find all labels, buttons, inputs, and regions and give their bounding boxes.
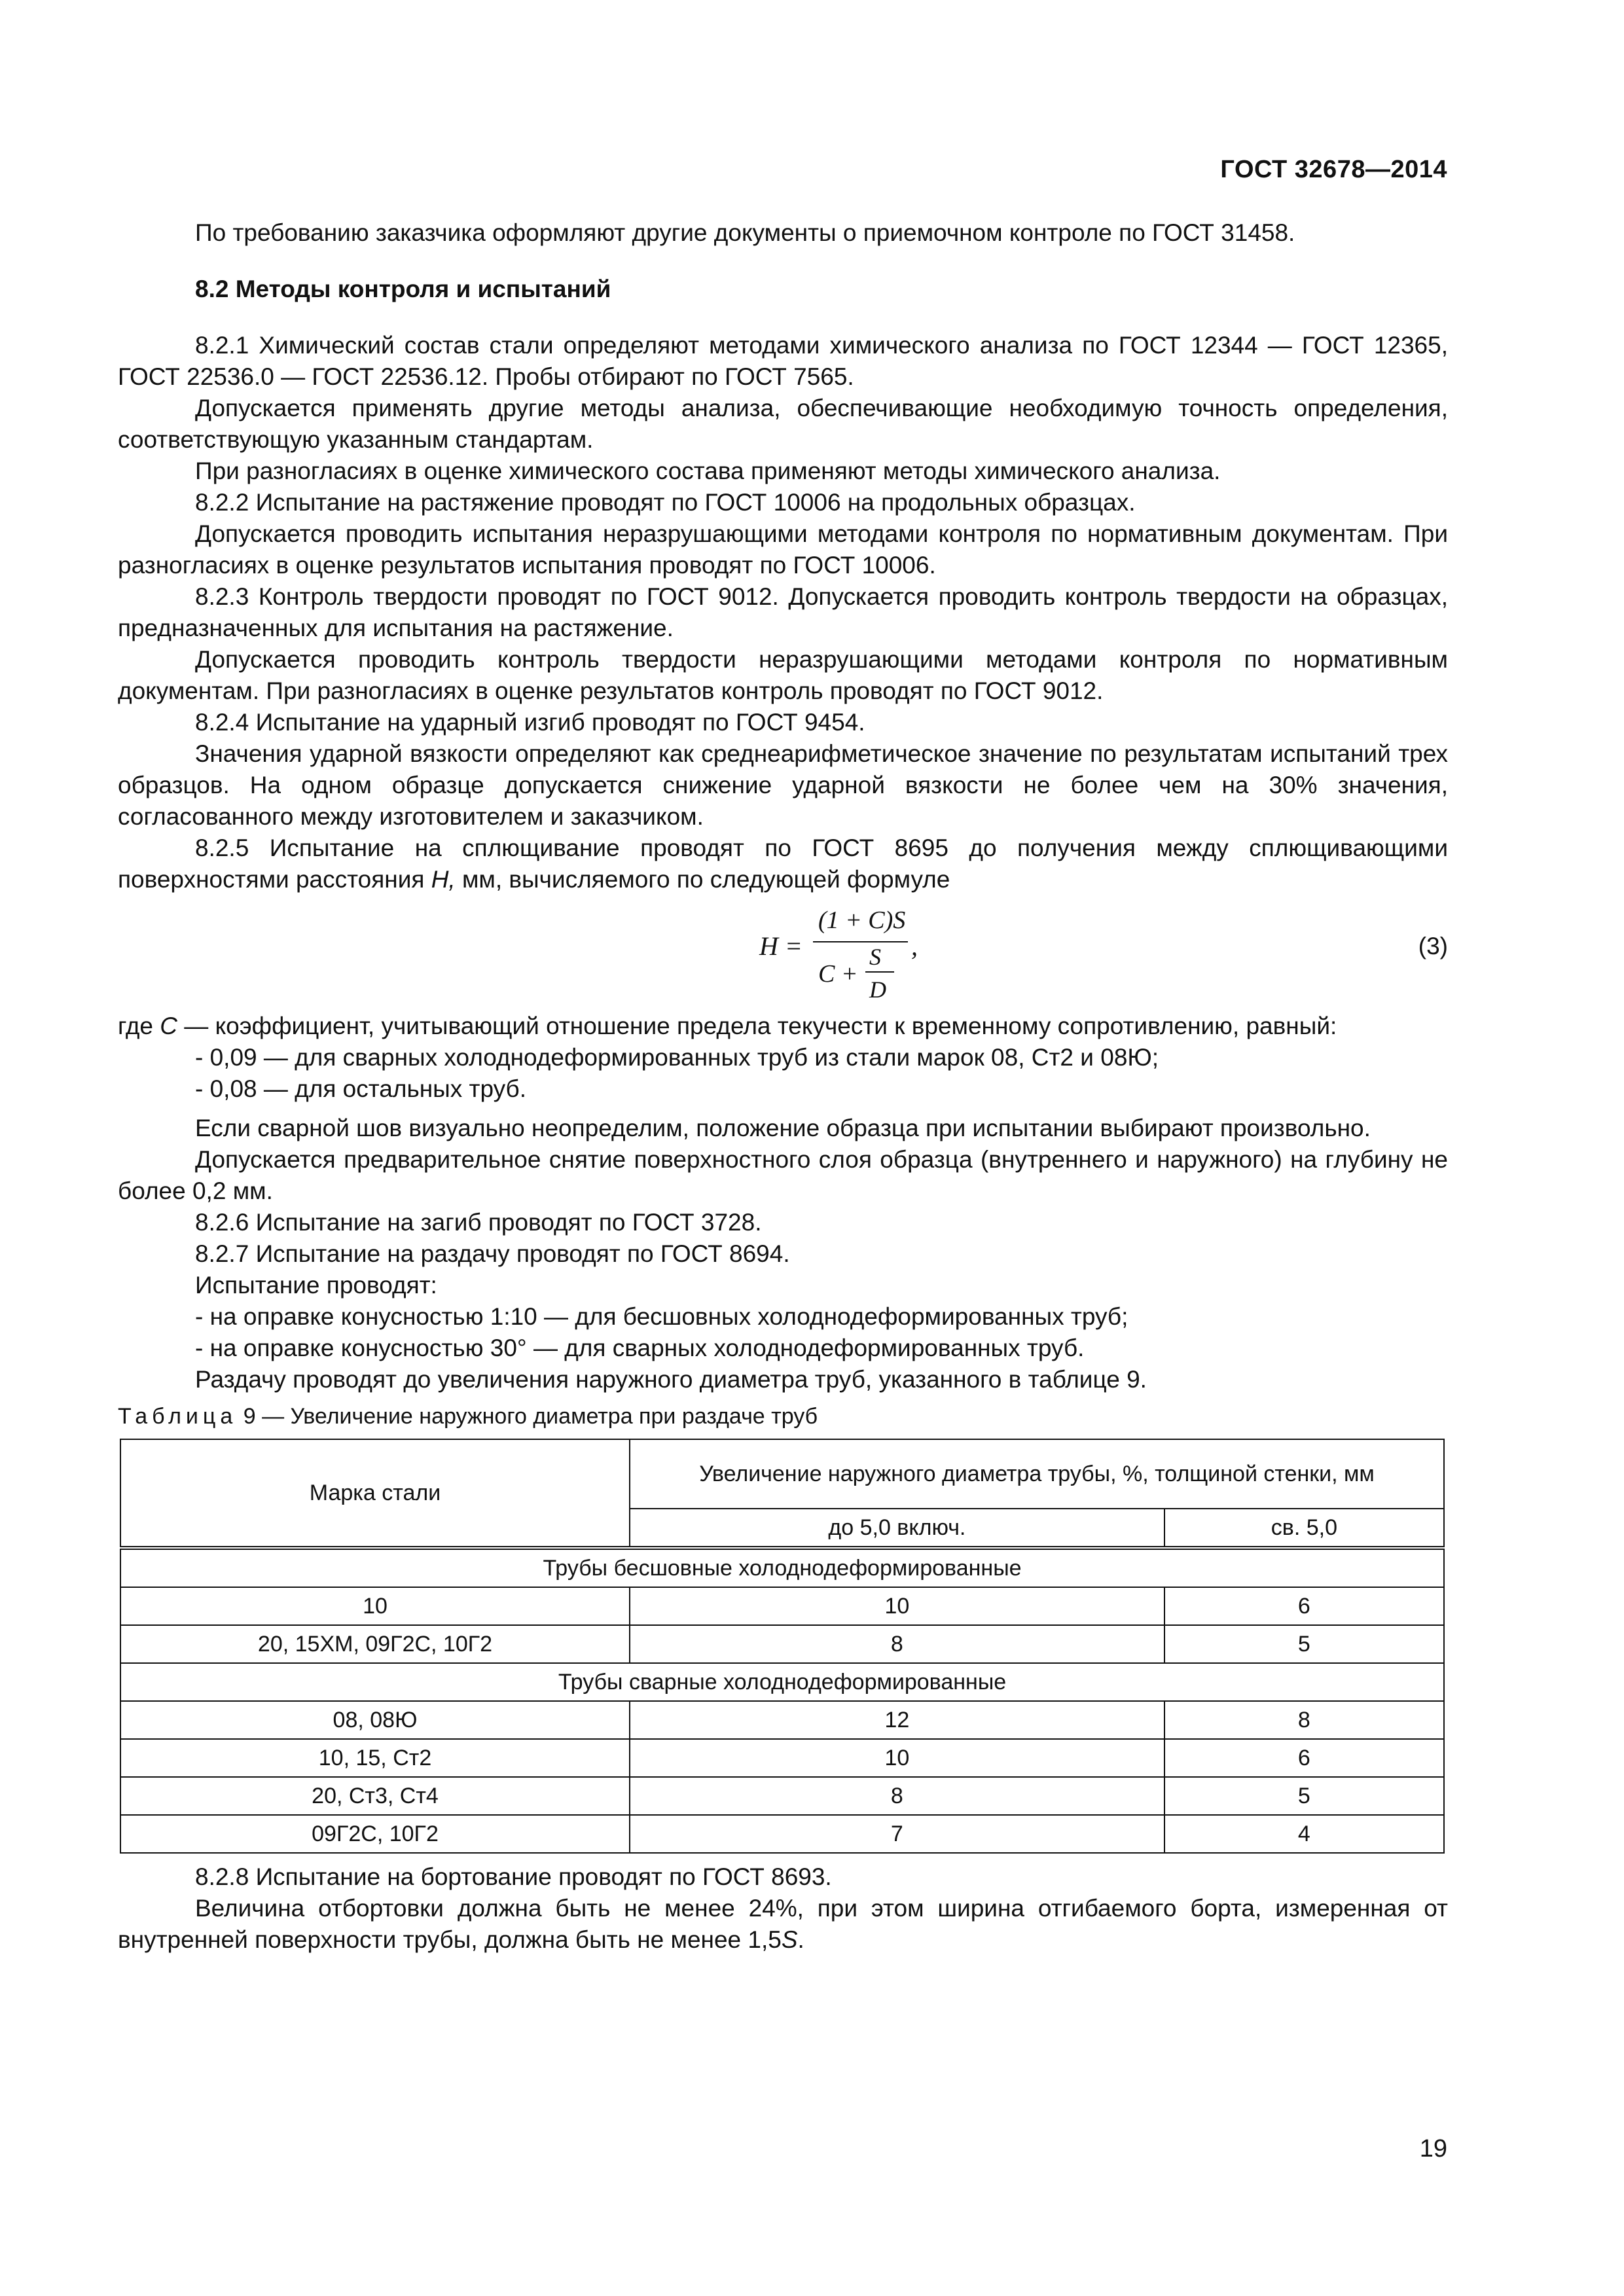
cell-steel: 08, 08Ю (120, 1701, 630, 1739)
formula-denominator-s: S (869, 944, 881, 970)
paragraph-8-2-3: 8.2.3 Контроль твердости проводят по ГОСТ 9012. Допускается проводить контроль твердости на образцах, предназначенных для испытания на растяжение. (118, 583, 1448, 641)
table-caption-word: Таблица (118, 1404, 238, 1429)
cell-up-to-5: 7 (630, 1815, 1164, 1853)
formula-3 (118, 905, 1448, 1003)
paragraph-8-2-1-methods: Допускается применять другие методы анализа, обеспечивающие необходимую точность определения, соответствующую указанным стандартам. (118, 395, 1448, 453)
table-caption-title: 9 — Увеличение наружного диаметра при раздаче труб (237, 1404, 818, 1429)
section-heading-8-2: 8.2 Методы контроля и испытаний (195, 276, 611, 302)
formula-comma: , (911, 931, 918, 961)
paragraph-surface-layer: Допускается предварительное снятие поверхностного слоя образца (внутреннего и наружного) на глубину не более 0,2 мм. (118, 1146, 1448, 1204)
paragraph-8-2-5-text-end: мм, вычисляемого по следующей формуле (455, 866, 950, 893)
table-row (120, 1587, 1444, 1625)
cell-over-5: 4 (1164, 1815, 1444, 1853)
formula-inner-fraction-bar (865, 971, 894, 973)
header-diameter-increase: Увеличение наружного диаметра трубы, %, толщиной стенки, мм (630, 1439, 1444, 1509)
cell-up-to-5: 10 (630, 1587, 1164, 1625)
paragraph-8-2-5-text: 8.2.5 Испытание на сплющивание проводят по ГОСТ 8695 до получения между сплющивающими поверхностями расстояния (118, 834, 1448, 893)
paragraph-8-2-8-flange (118, 1893, 1448, 1956)
where-text: где (118, 1013, 160, 1039)
table-section-row (120, 1663, 1444, 1701)
formula-expression (759, 905, 956, 1003)
table-9 (120, 1439, 1445, 1854)
list-item-taper-1-10: - на оправке конусностью 1:10 — для бесшовных холоднодеформированных труб; (195, 1303, 1128, 1330)
section-seamless: Трубы бесшовные холоднодеформированные (120, 1548, 1444, 1587)
list-item-coef-other: - 0,08 — для остальных труб. (195, 1075, 527, 1102)
list-item-taper-30: - на оправке конусностью 30° — для сварных холоднодеформированных труб. (195, 1335, 1085, 1361)
cell-over-5: 5 (1164, 1777, 1444, 1815)
formula-numerator: (1 + C)S (818, 906, 906, 934)
document-body (118, 217, 1448, 1956)
header-steel-grade: Марка стали (120, 1439, 630, 1548)
formula-denominator-d: D (869, 977, 886, 1003)
paragraph-8-2-2-ndt: Допускается проводить испытания неразрушающими методами контроля по нормативным документам. При разногласиях в оценке результатов испытания проводят по ГОСТ 10006. (118, 520, 1448, 579)
formula-fraction-bar (813, 941, 908, 942)
cell-up-to-5: 10 (630, 1739, 1164, 1777)
paragraph-8-2-7-intro: Испытание проводят: (195, 1272, 437, 1299)
paragraph-seam: Если сварной шов визуально неопределим, положение образца при испытании выбирают произвольно. (195, 1115, 1371, 1141)
formula-number: (3) (1418, 933, 1448, 960)
where-text-end: — коэффициент, учитывающий отношение предела текучести к временному сопротивлению, равный: (177, 1013, 1337, 1039)
cell-over-5: 6 (1164, 1739, 1444, 1777)
header-up-to-5: до 5,0 включ. (630, 1509, 1164, 1548)
paragraph-8-2-4: 8.2.4 Испытание на ударный изгиб проводят по ГОСТ 9454. (195, 709, 865, 736)
cell-up-to-5: 8 (630, 1625, 1164, 1663)
formula-lhs: H = (759, 931, 803, 961)
list-item-coef-welded: - 0,09 — для сварных холоднодеформированных труб из стали марок 08, Ст2 и 08Ю; (195, 1044, 1159, 1071)
cell-over-5: 5 (1164, 1625, 1444, 1663)
table-row (120, 1625, 1444, 1663)
paragraph-8-2-7-expansion: Раздачу проводят до увеличения наружного диаметра труб, указанного в таблице 9. (195, 1366, 1147, 1393)
formula-denominator-c: C + (818, 960, 858, 988)
paragraph-8-2-1-disputes: При разногласиях в оценке химического состава применяют методы химического анализа. (195, 457, 1221, 484)
paragraph-acceptance-docs: По требованию заказчика оформляют другие документы о приемочном контроле по ГОСТ 31458. (195, 219, 1295, 246)
variable-c: C (160, 1013, 178, 1039)
cell-up-to-5: 12 (630, 1701, 1164, 1739)
paragraph-8-2-8: 8.2.8 Испытание на бортование проводят по ГОСТ 8693. (195, 1863, 832, 1890)
paragraph-where (118, 1011, 1448, 1042)
cell-steel: 09Г2С, 10Г2 (120, 1815, 630, 1853)
table-header-row (120, 1439, 1444, 1509)
page-number: 19 (1419, 2135, 1447, 2162)
paragraph-8-2-5 (118, 833, 1448, 895)
cell-over-5: 8 (1164, 1701, 1444, 1739)
cell-steel: 10 (120, 1587, 630, 1625)
table-caption (118, 1401, 1448, 1432)
document-code-header: ГОСТ 32678—2014 (1220, 156, 1447, 183)
section-welded: Трубы сварные холоднодеформированные (120, 1663, 1444, 1701)
cell-steel: 20, Ст3, Ст4 (120, 1777, 630, 1815)
header-over-5: св. 5,0 (1164, 1509, 1444, 1548)
paragraph-8-2-6: 8.2.6 Испытание на загиб проводят по ГОСТ 3728. (195, 1209, 762, 1236)
flange-text-end: . (797, 1926, 804, 1953)
table-section-row (120, 1548, 1444, 1587)
paragraph-8-2-2: 8.2.2 Испытание на растяжение проводят по ГОСТ 10006 на продольных образцах. (195, 489, 1136, 516)
variable-h: H, (431, 866, 456, 893)
paragraph-8-2-7: 8.2.7 Испытание на раздачу проводят по ГОСТ 8694. (195, 1240, 790, 1267)
paragraph-8-2-3-ndt: Допускается проводить контроль твердости неразрушающими методами контроля по нормативным документам. При разногласиях в оценке результатов контроль проводят по ГОСТ 9012. (118, 646, 1448, 704)
paragraph-8-2-1: 8.2.1 Химический состав стали определяют методами химического анализа по ГОСТ 12344 — ГОСТ 12365, ГОСТ 22536.0 — ГОСТ 22536.12. Пробы отбирают по ГОСТ 7565. (118, 332, 1448, 390)
cell-steel: 10, 15, Ст2 (120, 1739, 630, 1777)
variable-s: S (781, 1926, 798, 1953)
table-row (120, 1777, 1444, 1815)
cell-steel: 20, 15ХМ, 09Г2С, 10Г2 (120, 1625, 630, 1663)
cell-over-5: 6 (1164, 1587, 1444, 1625)
table-row (120, 1739, 1444, 1777)
table-row (120, 1701, 1444, 1739)
cell-up-to-5: 8 (630, 1777, 1164, 1815)
flange-text: Величина отбортовки должна быть не менее 24%, при этом ширина отгибаемого борта, измеренная от внутренней поверхности трубы, должна быть не менее 1,5 (118, 1895, 1448, 1953)
table-row (120, 1815, 1444, 1853)
paragraph-8-2-4-impact: Значения ударной вязкости определяют как среднеарифметическое значение по результатам испытаний трех образцов. На одном образце допускается снижение ударной вязкости не более чем на 30% значения, согласованного между изготовителем и заказчиком. (118, 740, 1448, 830)
